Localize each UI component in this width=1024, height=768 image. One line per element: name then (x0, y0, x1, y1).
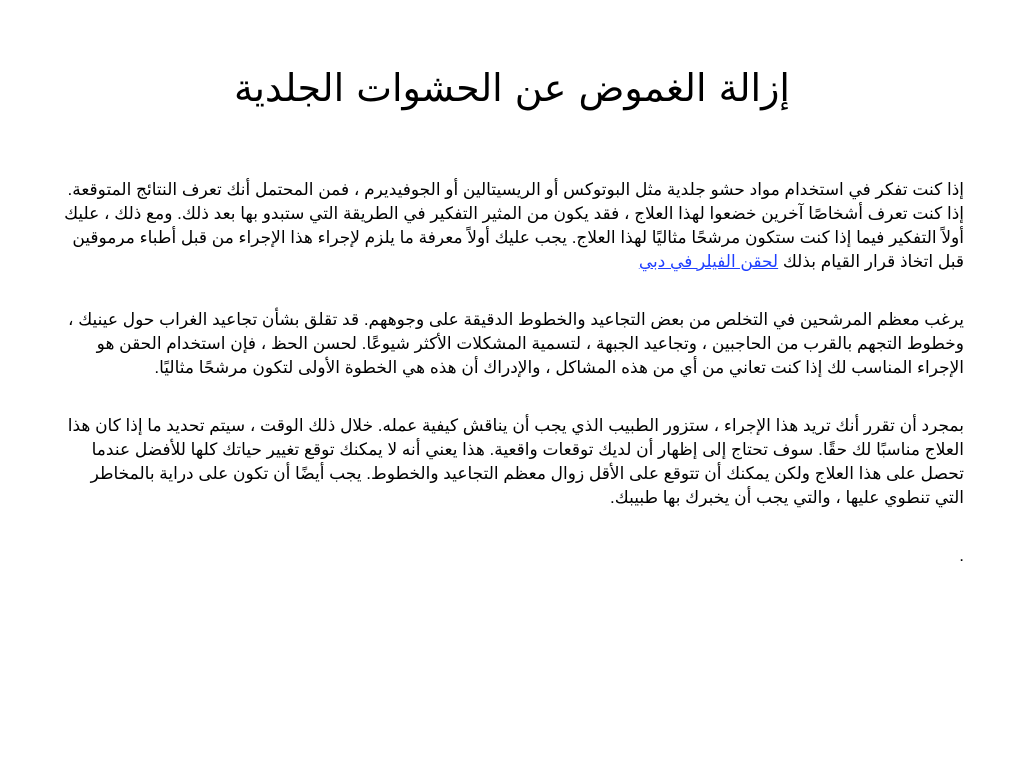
filler-dubai-link[interactable]: لحقن الفيلر في دبي (638, 252, 779, 271)
paragraph-intro-text: إذا كنت تفكر في استخدام مواد حشو جلدية مثل البوتوكس أو الريسيتالين أو الجوفيديرم ، فمن المحتمل أنك تعرف النتائج المتوقعة. إذا كنت تعرف أشخاصًا آخرين خضعوا لهذا العلاج ، فقد يكون من المثير التفكير في الطريقة التي ستبدو بها بعد ذلك. ومع ذلك ، عليك أولاً التفكير فيما إذا كنت ستكون مرشحًا مثاليًا لهذا العلاج. يجب عليك أولاً معرفة ما يلزم لإجراء هذا الإجراء من قبل أطباء مرموقين قبل اتخاذ قرار القيام بذلك (64, 180, 964, 271)
slide-title: إزالة الغموض عن الحشوات الجلدية (233, 66, 790, 110)
paragraph-candidates: يرغب معظم المرشحين في التخلص من بعض التجاعيد والخطوط الدقيقة على وجوههم. قد تقلق بشأن تجاعيد الغراب حول عينيك ، وخطوط التجهم بالقرب من الحاجبين ، وتجاعيد الجبهة ، لتسمية المشكلات الأكثر شيوعًا. لحسن الحظ ، فإن استخدام الحقن هو الإجراء المناسب لك إذا كنت تعاني من أي من هذه المشاكل ، والإدراك أن هذه هي الخطوة الأولى لتكون مرشحًا مثاليًا. (68, 310, 964, 377)
paragraph-consultation: بمجرد أن تقرر أنك تريد هذا الإجراء ، ستزور الطبيب الذي يجب أن يناقش كيفية عمله. خلال ذلك الوقت ، سيتم تحديد ما إذا كان هذا العلاج مناسبًا لك حقًا. سوف تحتاج إلى إظهار أن لديك توقعات واقعية. هذا يعني أنه لا يمكنك توقع تغيير حياتك كلها للأفضل عندما تحصل على هذا العلاج ولكن يمكنك أن تتوقع على الأقل زوال معظم التجاعيد والخطوط. يجب أيضًا أن تكون على دراية بالمخاطر التي تنطوي عليها ، والتي يجب أن يخبرك بها طبيبك. (67, 416, 964, 507)
slide-body (58, 178, 964, 568)
trailing-period: . (959, 546, 964, 565)
paragraph-intro (58, 178, 964, 274)
